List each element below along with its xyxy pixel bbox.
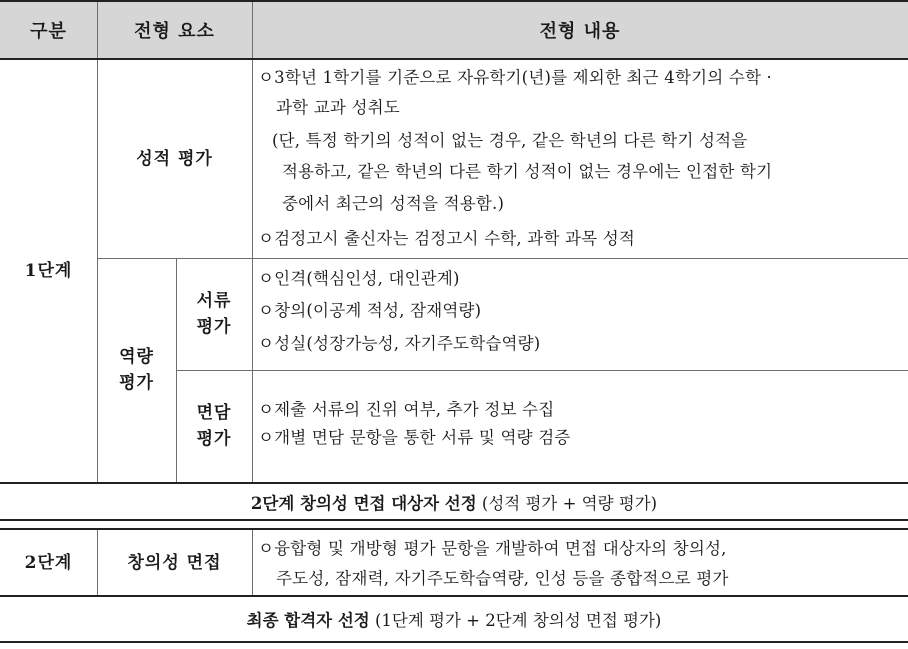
competency-label-line1: 역량: [119, 347, 154, 367]
stage1-label: 1단계: [24, 261, 73, 281]
document-label-line1: 서류: [196, 291, 232, 311]
grade-line-1: ㅇ3학년 1학기를 기준으로 자유학기(년)를 제외한 최근 4학기의 수학 ·: [258, 68, 772, 87]
stage2-line-1: ㅇ융합형 및 개방형 평가 문항을 개발하여 면접 대상자의 창의성,: [258, 539, 727, 558]
grade-line-4: 적용하고, 같은 학년의 다른 학기 성적이 없는 경우에는 인접한 학기: [282, 162, 773, 181]
stage2-element: 창의성 면접: [127, 552, 222, 573]
grade-line-3: (단, 특정 학기의 성적이 없는 경우, 같은 학년의 다른 학기 성적을: [272, 131, 748, 150]
interview-eval-label: [176, 370, 252, 482]
interview-line-1: ㅇ제출 서류의 진위 여부, 추가 정보 수집: [258, 400, 555, 419]
document-line-1: ㅇ인격(핵심인성, 대인관계): [258, 269, 460, 288]
grade-line-6: ㅇ검정고시 출신자는 검정고시 수학, 과학 과목 성적: [258, 229, 636, 248]
stage2-selection-note: (성적 평가 + 역량 평가): [476, 493, 658, 513]
stage2-label: 2단계: [24, 552, 73, 573]
stage2-line-2: 주도성, 잠재력, 자기주도학습역량, 인성 등을 종합적으로 평가: [276, 569, 729, 588]
competency-label-line2: 평가: [119, 373, 154, 393]
final-selection-note: (1단계 평가 + 2단계 창의성 면접 평가): [369, 611, 662, 630]
document-eval-label: [176, 258, 252, 370]
stage2-selection-bold: 2단계 창의성 면접 대상자 선정: [250, 493, 477, 513]
grade-line-2: 과학 교과 성취도: [276, 98, 400, 117]
header-element: 전형 요소: [134, 21, 215, 42]
grade-eval-label: 성적 평가: [136, 149, 213, 169]
competency-label: [97, 258, 176, 482]
stage2-selection-text: [0, 484, 908, 519]
interview-label-line1: 면담: [196, 403, 232, 423]
final-selection-text: [0, 597, 908, 641]
header-content: 전형 내용: [539, 21, 621, 42]
final-selection-bold: 최종 합격자 선정: [246, 611, 370, 630]
interview-label-line2: 평가: [196, 429, 232, 449]
grade-line-5: 중에서 최근의 성적을 적용함.): [282, 194, 505, 213]
interview-line-2: ㅇ개별 면담 문항을 통한 서류 및 역량 검증: [258, 428, 571, 447]
header-category: 구분: [30, 21, 67, 42]
document-label-line2: 평가: [196, 317, 232, 337]
document-line-2: ㅇ창의(이공계 적성, 잠재역량): [258, 301, 482, 320]
document-line-3: ㅇ성실(성장가능성, 자기주도학습역량): [258, 334, 541, 353]
